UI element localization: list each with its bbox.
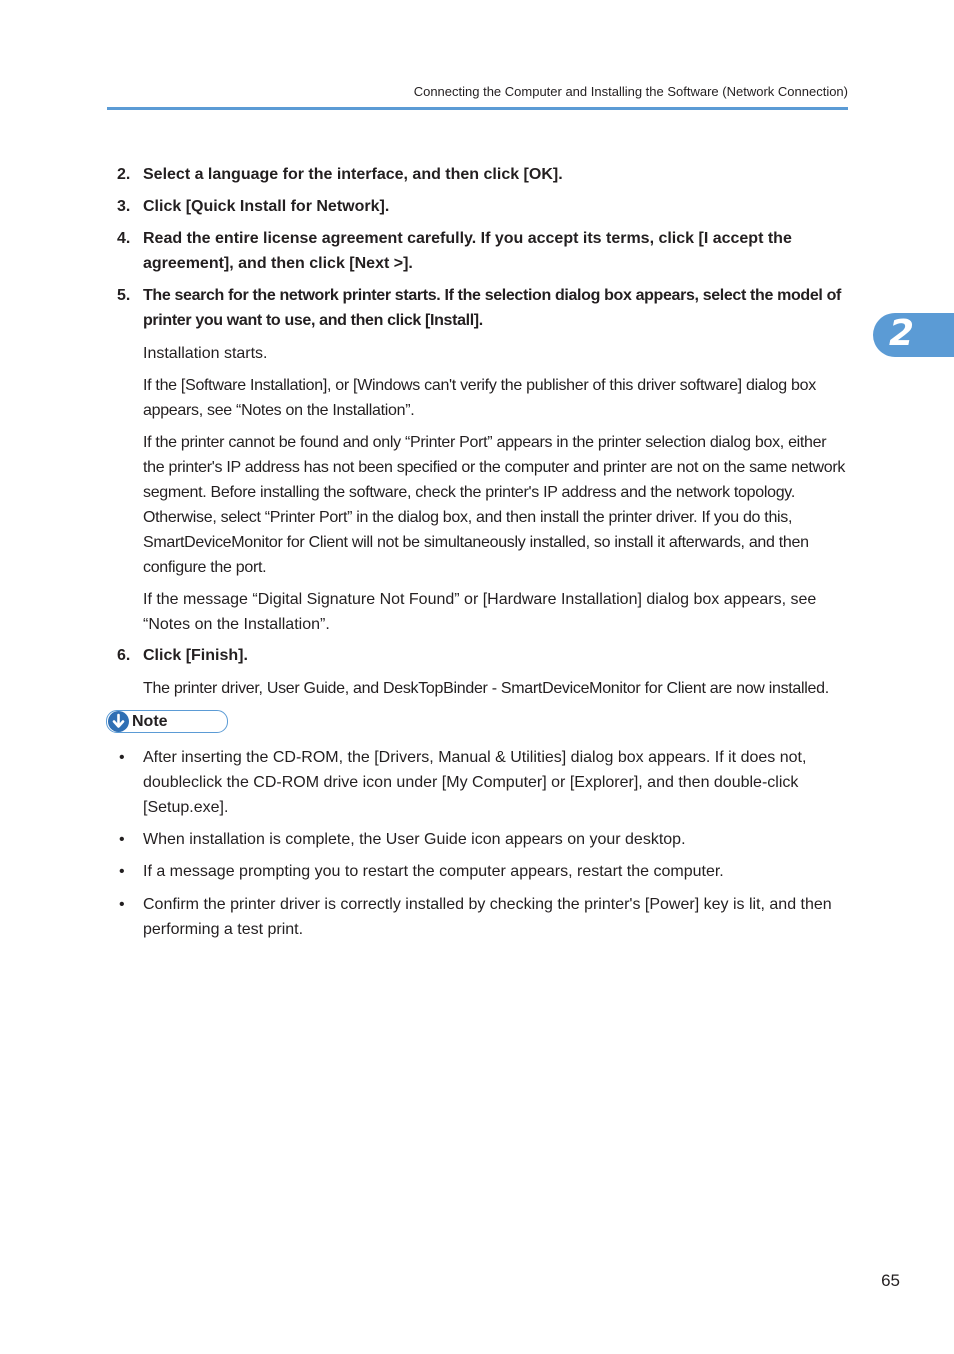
header-rule [107, 107, 848, 110]
step-text: The search for the network printer starts. If the selection dialog box appears, select the model of printer you want to use, and then click [Install]. [143, 287, 841, 329]
step-text: Read the entire license agreement carefully. If you accept its terms, click [I accept the agreement], and then click [Next >]. [143, 230, 792, 272]
step-number: 6. [117, 647, 131, 664]
bullet-text: If a message prompting you to restart the computer appears, restart the computer. [143, 863, 724, 880]
software-installation-paragraph: If the [Software Installation], or [Windows can't verify the publisher of this driver software] dialog box appears, see “Notes on the Installation”. [143, 377, 816, 419]
bullet-text: When installation is complete, the User Guide icon appears on your desktop. [143, 831, 686, 848]
step-number: 4. [117, 230, 131, 247]
step-number: 3. [117, 198, 131, 215]
note-bullet-restart [119, 859, 848, 884]
bullet-icon: • [119, 831, 125, 848]
step-3 [117, 194, 848, 219]
installation-starts-text: Installation starts. [143, 345, 268, 362]
digital-signature-paragraph: If the message “Digital Signature Not Found” or [Hardware Installation] dialog box appears, see “Notes on the Installation”. [143, 591, 817, 633]
step-2 [117, 162, 848, 187]
note-arrow-icon [108, 711, 129, 732]
step-text: Select a language for the interface, and then click [OK]. [143, 166, 563, 183]
bullet-icon: • [119, 749, 125, 766]
note-bullet-confirm [119, 892, 848, 942]
installed-paragraph: The printer driver, User Guide, and DeskTopBinder - SmartDeviceMonitor for Client are now installed. [143, 680, 829, 697]
step-number: 5. [117, 287, 131, 304]
printer-not-found-paragraph: If the printer cannot be found and only “Printer Port” appears in the printer selection dialog box, either the printer's IP address has not been specified or the computer and printer are not on the same network segment. Before installing the software, check the printer's IP address and the network topology. Otherwise, select “Printer Port” in the dialog box, and then install the printer driver. If you do this, SmartDeviceMonitor for Client will not be simultaneously installed, so install it afterwards, and then configure the port. [143, 434, 846, 576]
step-text: Click [Quick Install for Network]. [143, 198, 390, 215]
page-number: 65 [881, 1271, 900, 1290]
chapter-number: 2 [889, 313, 915, 354]
bullet-text: Confirm the printer driver is correctly installed by checking the printer's [Power] key is lit, and then performing a test print. [143, 896, 832, 938]
note-heading [106, 710, 228, 733]
running-header: Connecting the Computer and Installing the Software (Network Connection) [413, 84, 848, 99]
bullet-icon: • [119, 896, 125, 913]
bullet-icon: • [119, 863, 125, 880]
note-bullet-cdrom [119, 745, 848, 820]
step-4 [117, 226, 848, 276]
step-number: 2. [117, 166, 131, 183]
step-6 [117, 643, 848, 668]
note-label: Note [132, 713, 168, 730]
step-text: Click [Finish]. [143, 647, 248, 664]
bullet-text: After inserting the CD-ROM, the [Drivers, Manual & Utilities] dialog box appears. If it does not, doubleclick the CD-ROM drive icon under [My Computer] or [Explorer], and then double-click [Setup.exe]. [143, 749, 807, 816]
step-5 [117, 283, 848, 333]
chapter-tab [873, 313, 954, 357]
note-bullet-user-guide [119, 827, 848, 852]
